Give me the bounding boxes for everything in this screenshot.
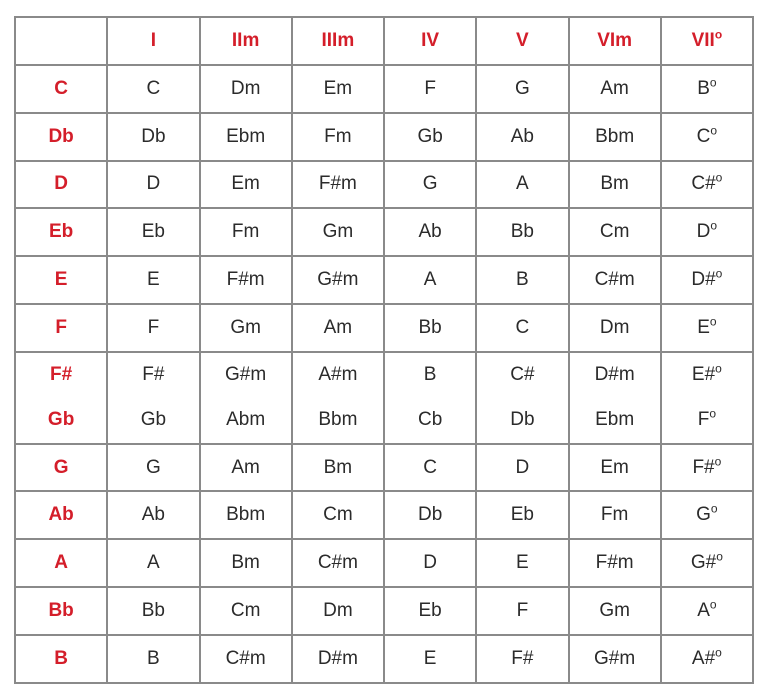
chord-cell: Dm (569, 304, 661, 352)
chord-cell: D#m (569, 352, 661, 398)
row-key-label: E (15, 256, 107, 304)
chord-cell: Am (569, 65, 661, 113)
table-row (15, 304, 753, 352)
diminished-symbol: o (709, 406, 717, 421)
chord-cell: $D^o$ (661, 208, 753, 256)
chord-cell: Gm (292, 208, 384, 256)
chord-cell: G (476, 65, 568, 113)
chord-cell: D (107, 161, 199, 209)
diminished-symbol: o (710, 502, 718, 517)
chord-cell: Em (200, 161, 292, 209)
chord-cell: C#m (292, 539, 384, 587)
chord-cell: D (476, 444, 568, 492)
row-key-label: F# (15, 352, 107, 398)
table-row (15, 491, 753, 539)
chord-cell: G#$^o$ (661, 539, 753, 587)
chord-cell: F#$^o$ (661, 444, 753, 492)
chord-cell: Bb (476, 208, 568, 256)
row-key-label: G (15, 444, 107, 492)
row-key-label: Gb (15, 398, 107, 444)
chord-cell: Bbm (200, 491, 292, 539)
chord-cell: $C^o$ (661, 113, 753, 161)
chord-cell: Bbm (569, 113, 661, 161)
diminished-symbol: o (715, 645, 722, 660)
chord-cell: Gb (107, 398, 199, 444)
chord-cell: Ab (107, 491, 199, 539)
chord-cell: Cm (200, 587, 292, 635)
row-key-label: F (15, 304, 107, 352)
chord-cell: E#$^o$ (661, 352, 753, 398)
chord-cell: Em (569, 444, 661, 492)
chord-cell: Dm (292, 587, 384, 635)
chord-cell: Bm (292, 444, 384, 492)
chord-cell: Abm (200, 398, 292, 444)
chord-cell: Cm (569, 208, 661, 256)
header-cell-degree-iim: IIm (200, 17, 292, 65)
chord-cell: Cm (292, 491, 384, 539)
chord-cell: Bm (200, 539, 292, 587)
table-row (15, 539, 753, 587)
chord-cell: Bb (384, 304, 476, 352)
diminished-symbol: o (715, 362, 722, 376)
diminished-symbol: o (716, 549, 723, 564)
table-row (15, 161, 753, 209)
chord-cell: G#m (200, 352, 292, 398)
table-row (15, 65, 753, 113)
chord-cell: D#m (292, 635, 384, 683)
chord-cell: Db (476, 398, 568, 444)
table-row (15, 113, 753, 161)
chord-cell: F (476, 587, 568, 635)
chord-cell: $E^o$ (661, 304, 753, 352)
chord-cell: $B^o$ (661, 65, 753, 113)
table-row (15, 256, 753, 304)
chord-cell: Ab (476, 113, 568, 161)
chord-cell: G (107, 444, 199, 492)
header-cell-corner (15, 17, 107, 65)
chord-cell: C#$^o$ (661, 161, 753, 209)
row-key-label: Ab (15, 491, 107, 539)
diminished-symbol: o (715, 171, 723, 186)
table-header-row (15, 17, 753, 65)
chord-cell: Bbm (292, 398, 384, 444)
chord-cell: C (476, 304, 568, 352)
chord-cell: B (476, 256, 568, 304)
chord-cell: $A^o$ (661, 587, 753, 635)
chord-cell: C# (476, 352, 568, 398)
chord-cell: A#m (292, 352, 384, 398)
chord-cell: D (384, 539, 476, 587)
chord-cell: C (384, 444, 476, 492)
header-cell-degree-vim: VIm (569, 17, 661, 65)
chord-cell: Gb (384, 113, 476, 161)
row-key-label: D (15, 161, 107, 209)
chord-cell: Gm (200, 304, 292, 352)
chord-cell: Bb (107, 587, 199, 635)
chord-cell: B (107, 635, 199, 683)
chord-cell: E (384, 635, 476, 683)
table-row (15, 587, 753, 635)
chord-cell: Db (384, 491, 476, 539)
chord-cell: Ab (384, 208, 476, 256)
header-cell-degree-iiim: IIIm (292, 17, 384, 65)
chord-cell: F#m (569, 539, 661, 587)
row-key-label: C (15, 65, 107, 113)
chord-cell: G#m (569, 635, 661, 683)
chord-cell: Fm (200, 208, 292, 256)
table-row (15, 208, 753, 256)
chord-cell: Eb (476, 491, 568, 539)
chord-cell: Ebm (569, 398, 661, 444)
chord-table-body (15, 17, 753, 683)
header-cell-degree-vii-dim: VII$^o$ (661, 17, 753, 65)
diminished-symbol: o (710, 218, 718, 233)
chord-cell: D#$^o$ (661, 256, 753, 304)
row-key-label: B (15, 635, 107, 683)
diminished-symbol: o (714, 454, 722, 469)
chord-cell: E (107, 256, 199, 304)
chord-cell: Gm (569, 587, 661, 635)
chord-cell: Eb (384, 587, 476, 635)
chord-cell: F (384, 65, 476, 113)
chord-cell: F#m (292, 161, 384, 209)
chord-cell: A (384, 256, 476, 304)
chord-cell: Fm (569, 491, 661, 539)
chord-cell: F# (476, 635, 568, 683)
diminished-symbol: o (710, 123, 718, 138)
chord-cell: Dm (200, 65, 292, 113)
chord-table (14, 16, 754, 684)
diminished-symbol: o (709, 75, 717, 90)
chord-cell: E (476, 539, 568, 587)
diminished-symbol: o (715, 266, 723, 281)
chord-cell: F#m (200, 256, 292, 304)
table-row (15, 352, 753, 398)
chord-cell: Cb (384, 398, 476, 444)
chord-cell: G (384, 161, 476, 209)
chord-cell: Am (292, 304, 384, 352)
row-key-label: Db (15, 113, 107, 161)
chord-cell: C#m (569, 256, 661, 304)
header-cell-degree-v: V (476, 17, 568, 65)
chord-cell: A#$^o$ (661, 635, 753, 683)
chord-cell: G#m (292, 256, 384, 304)
chord-cell: Eb (107, 208, 199, 256)
header-cell-degree-i: I (107, 17, 199, 65)
diminished-symbol: o (714, 27, 723, 42)
chord-cell: A (476, 161, 568, 209)
row-key-label: Eb (15, 208, 107, 256)
chord-cell: Bm (569, 161, 661, 209)
table-row (15, 635, 753, 683)
chord-cell: Ebm (200, 113, 292, 161)
table-row (15, 444, 753, 492)
chord-cell: F# (107, 352, 199, 398)
chord-cell: C (107, 65, 199, 113)
chord-cell: $G^o$ (661, 491, 753, 539)
diminished-symbol: o (709, 314, 717, 329)
chord-cell: Em (292, 65, 384, 113)
chord-cell: Db (107, 113, 199, 161)
chord-cell: Am (200, 444, 292, 492)
diminished-symbol: o (709, 597, 717, 612)
chord-cell: F (107, 304, 199, 352)
row-key-label: A (15, 539, 107, 587)
row-key-label: Bb (15, 587, 107, 635)
table-row (15, 398, 753, 444)
chord-cell: Fm (292, 113, 384, 161)
chord-cell: A (107, 539, 199, 587)
chord-cell: C#m (200, 635, 292, 683)
chord-cell: $F^o$ (661, 398, 753, 444)
chord-cell: B (384, 352, 476, 398)
header-cell-degree-iv: IV (384, 17, 476, 65)
